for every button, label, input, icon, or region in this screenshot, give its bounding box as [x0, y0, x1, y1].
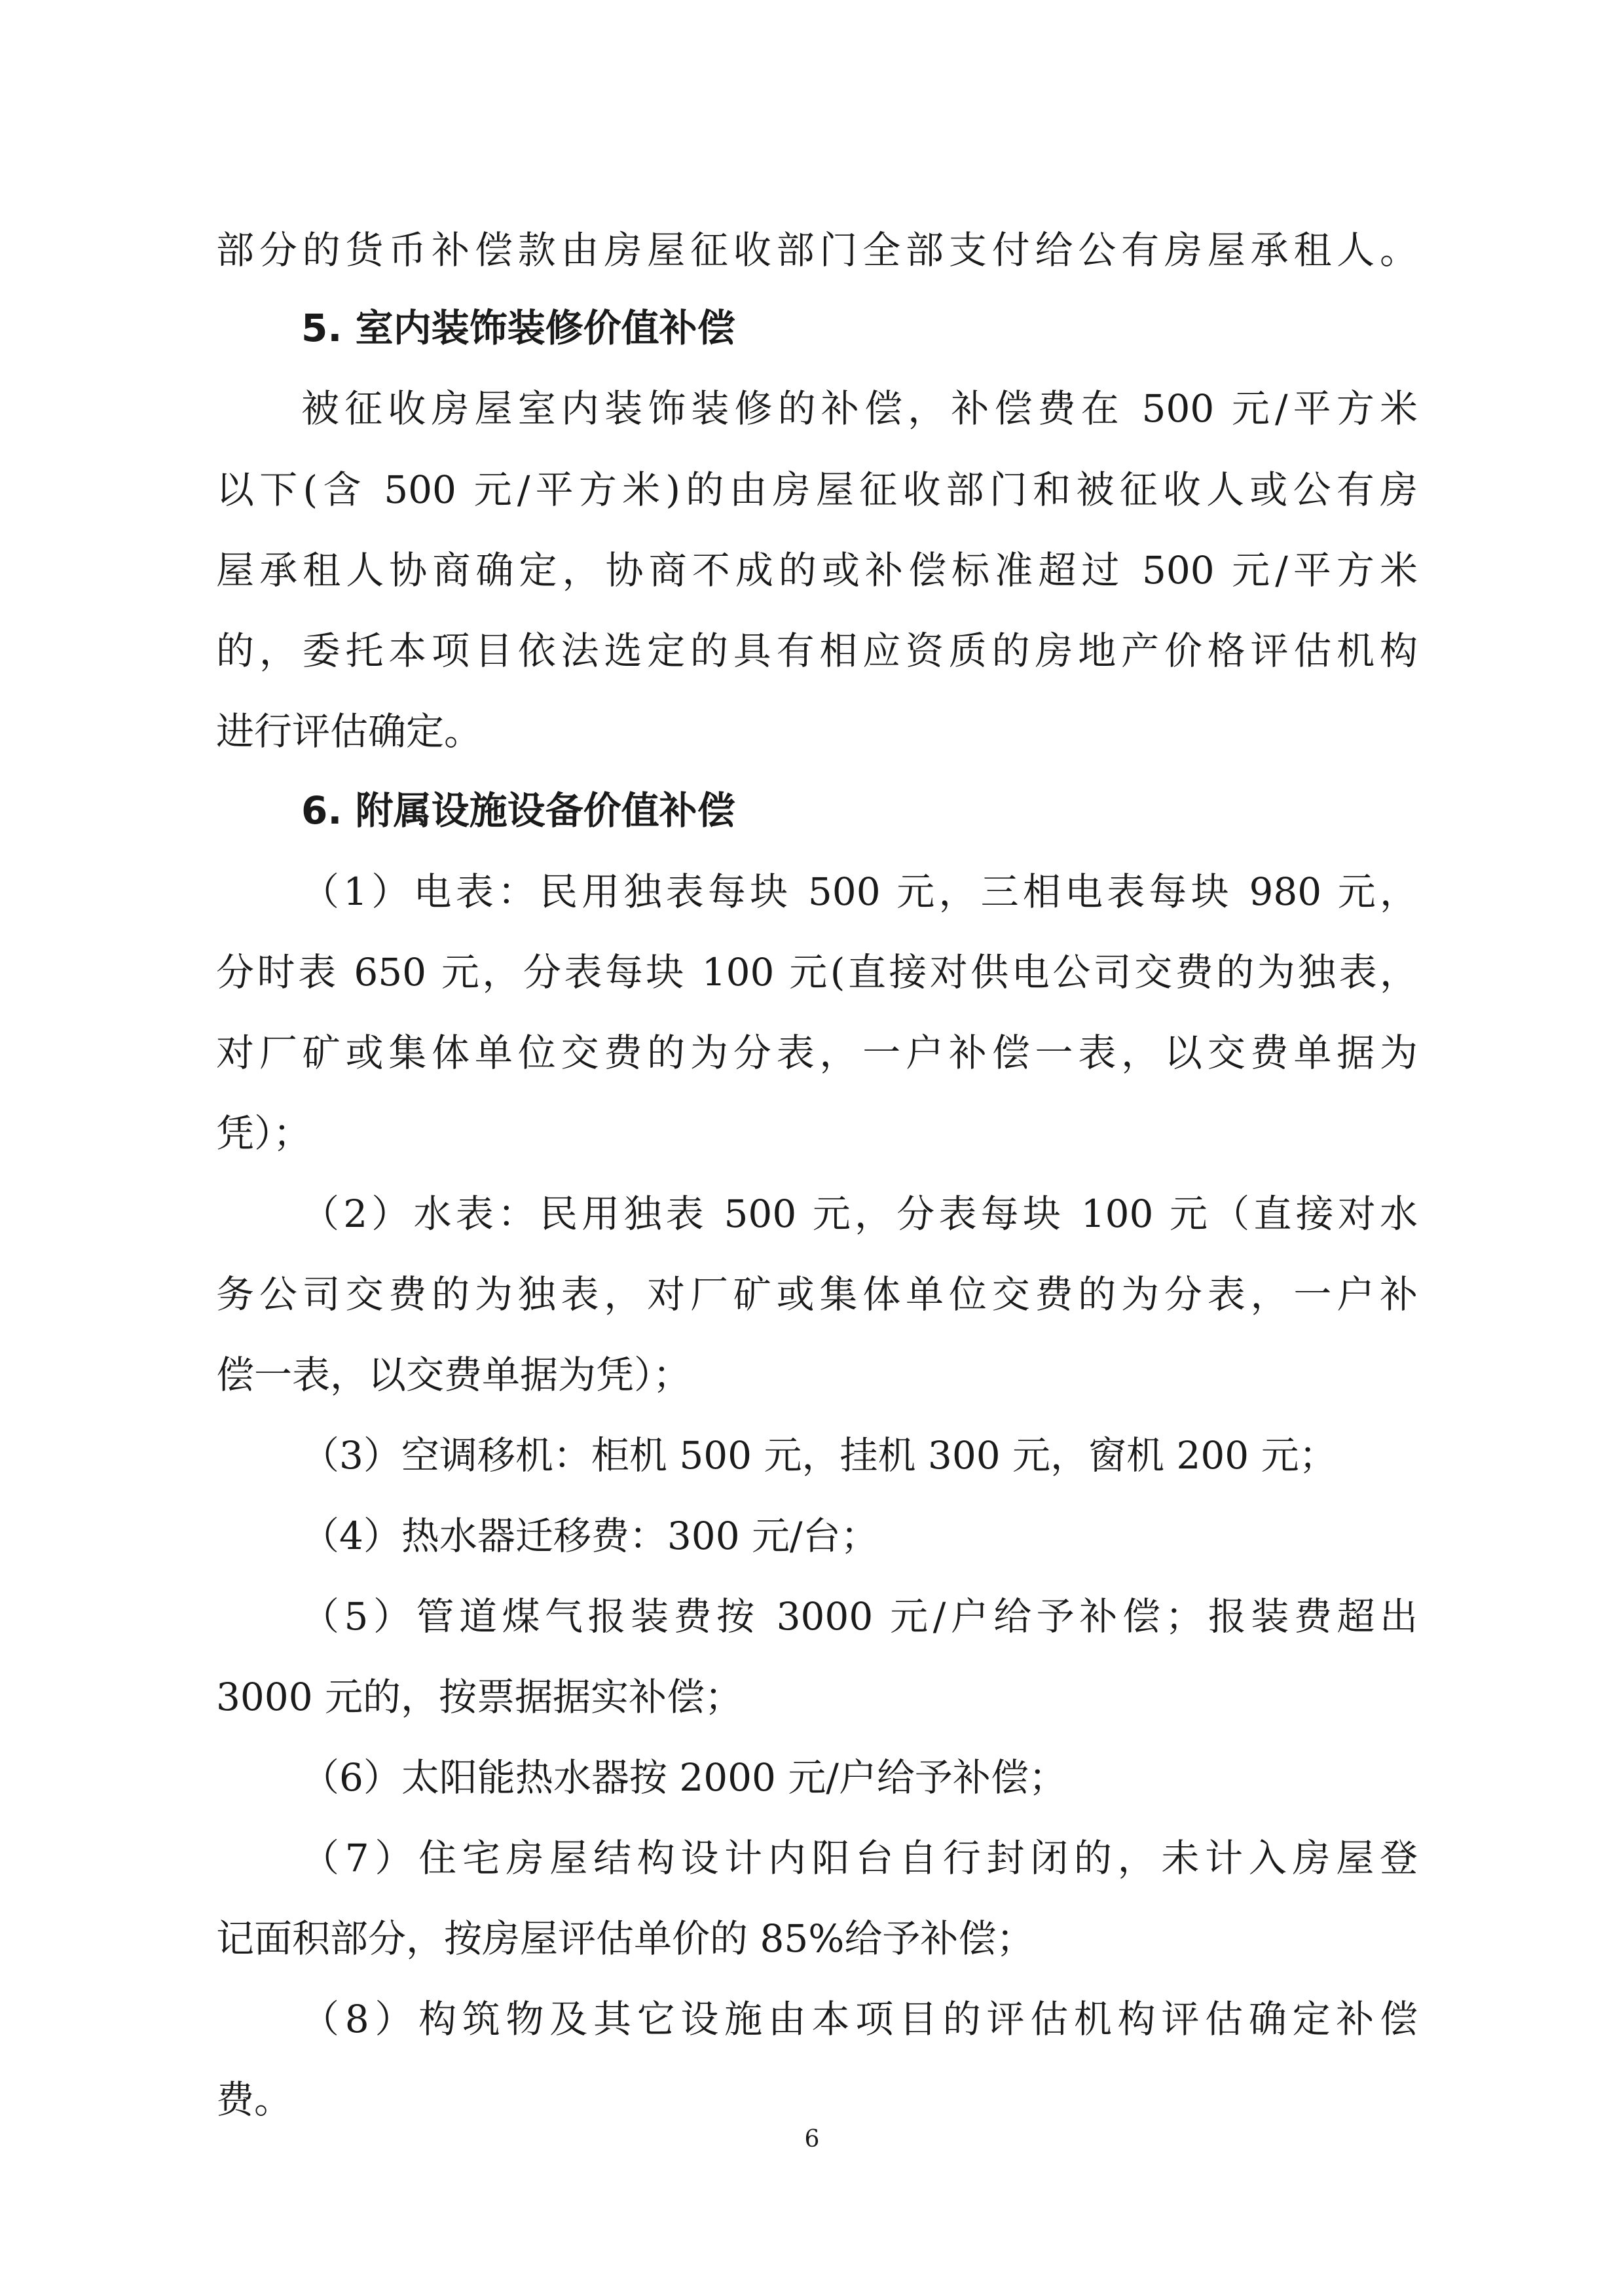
- text-line: 费。: [216, 2077, 293, 2122]
- text-line: （5）管道煤气报装费按 3000 元/户给予补偿；报装费超出: [301, 1594, 1418, 1639]
- text-line: 对厂矿或集体单位交费的为分表，一户补偿一表，以交费单据为: [216, 1030, 1418, 1075]
- text-line: 被征收房屋室内装饰装修的补偿，补偿费在 500 元/平方米: [301, 386, 1418, 431]
- text-line: （1）电表：民用独表每块 500 元，三相电表每块 980 元，: [301, 869, 1418, 914]
- text-line: 屋承租人协商确定，协商不成的或补偿标准超过 500 元/平方米: [216, 548, 1418, 592]
- text-line: 3000 元的，按票据据实补偿；: [216, 1675, 743, 1719]
- text-line: 凭）；: [216, 1111, 312, 1156]
- text-line: 偿一表，以交费单据为凭）；: [216, 1353, 692, 1397]
- text-line: 进行评估确定。: [216, 709, 483, 754]
- text-line: 的，委托本项目依法选定的具有相应资质的房地产价格评估机构: [216, 629, 1418, 673]
- text-line: （3）空调移机：柜机 500 元，挂机 300 元，窗机 200 元；: [301, 1433, 1337, 1478]
- text-line: （8）构筑物及其它设施由本项目的评估机构评估确定补偿: [301, 1997, 1418, 2041]
- text-line: 分时表 650 元，分表每块 100 元(直接对供电公司交费的为独表，: [216, 950, 1418, 994]
- text-line: （6）太阳能热水器按 2000 元/户给予补偿；: [301, 1755, 1067, 1800]
- text-line: 记面积部分，按房屋评估单价的 85%给予补偿；: [216, 1916, 1035, 1961]
- section-heading: 5. 室内装饰装修价值补偿: [301, 306, 735, 350]
- text-line: 以下(含 500 元/平方米)的由房屋征收部门和被征收人或公有房: [216, 467, 1418, 512]
- text-line: （2）水表：民用独表 500 元，分表每块 100 元（直接对水: [301, 1192, 1418, 1236]
- text-line: 务公司交费的为独表，对厂矿或集体单位交费的为分表，一户补: [216, 1272, 1418, 1317]
- text-line: （7）住宅房屋结构设计内阳台自行封闭的，未计入房屋登: [301, 1836, 1418, 1880]
- page-number: 6: [804, 2126, 820, 2153]
- text-line: 部分的货币补偿款由房屋征收部门全部支付给公有房屋承租人。: [216, 228, 1418, 272]
- section-heading: 6. 附属设施设备价值补偿: [301, 788, 735, 833]
- text-line: （4）热水器迁移费：300 元/台；: [301, 1514, 879, 1558]
